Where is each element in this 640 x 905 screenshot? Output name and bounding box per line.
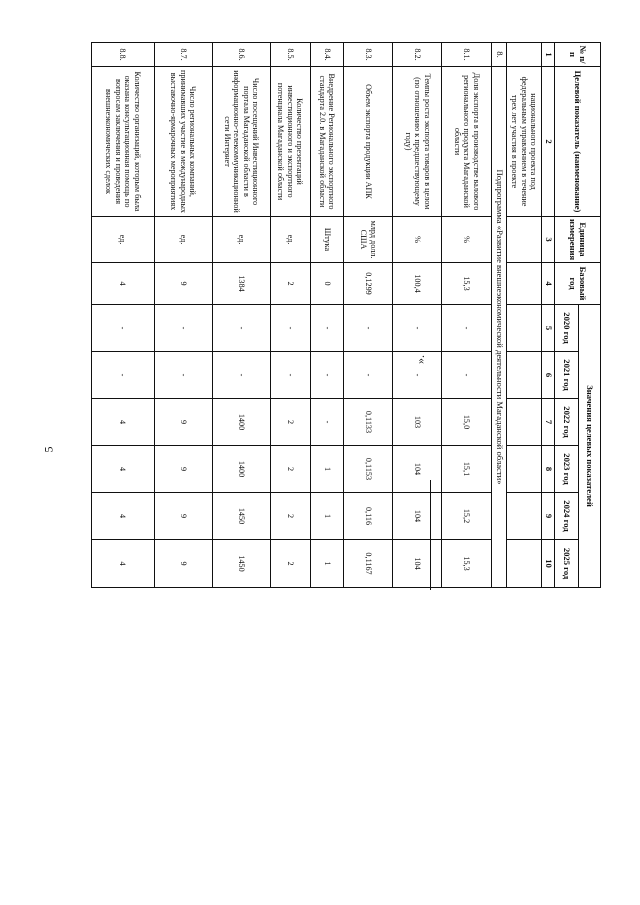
row-value: 1 bbox=[310, 493, 343, 540]
row-value: - bbox=[154, 352, 212, 399]
row-value: 15,3 bbox=[442, 540, 491, 588]
row-value: 15,1 bbox=[442, 446, 491, 493]
table-row bbox=[154, 43, 212, 588]
row-value: - bbox=[442, 305, 491, 352]
col-number: 1 bbox=[542, 43, 555, 67]
row-base: 4 bbox=[92, 263, 155, 305]
row-base: 9 bbox=[154, 263, 212, 305]
indicators-table bbox=[91, 42, 601, 588]
row-unit: ед. bbox=[154, 217, 212, 263]
row-name: Темпы роста экспорта товаров в целом (по отношению к предшествующему году) bbox=[393, 67, 442, 217]
row-base: 2 bbox=[270, 263, 310, 305]
row-no: 8.6. bbox=[212, 43, 270, 67]
row-unit: % bbox=[393, 217, 442, 263]
row-value: 1400 bbox=[212, 399, 270, 446]
row-value: 1400 bbox=[212, 446, 270, 493]
table-row bbox=[270, 43, 310, 588]
row-value: 0,1133 bbox=[344, 399, 393, 446]
row-value: 9 bbox=[154, 399, 212, 446]
col-number: 5 bbox=[542, 305, 555, 352]
row-value: 1450 bbox=[212, 540, 270, 588]
col-number: 2 bbox=[542, 67, 555, 217]
row-no: 8.4. bbox=[310, 43, 343, 67]
subprogram-title: Подпрограмма «Развитие внешнеэкономической деятельности Магаданской области» bbox=[491, 67, 507, 588]
row-value: - bbox=[92, 305, 155, 352]
row-base: 100,4 bbox=[393, 263, 442, 305]
header-base: Базовый год bbox=[555, 263, 601, 305]
col-number: 10 bbox=[542, 540, 555, 588]
col-number: 9 bbox=[542, 493, 555, 540]
page-number: 5 bbox=[41, 446, 56, 453]
row-no: 8.3. bbox=[344, 43, 393, 67]
header-year: 2024 год bbox=[555, 493, 579, 540]
row-value: - bbox=[344, 352, 393, 399]
row-value: 15,0 bbox=[442, 399, 491, 446]
row-no: 8.8. bbox=[92, 43, 155, 67]
row-no: 8.2. bbox=[393, 43, 442, 67]
row-value: - bbox=[393, 305, 442, 352]
header-indicator: Целевой показатель (наименование) bbox=[555, 67, 601, 217]
row-value: - bbox=[270, 305, 310, 352]
row-base: 15,3 bbox=[442, 263, 491, 305]
col-number: 4 bbox=[542, 263, 555, 305]
row-value: - bbox=[92, 352, 155, 399]
header-no: № п/п bbox=[555, 43, 601, 67]
row-value: - bbox=[270, 352, 310, 399]
row-value: 2 bbox=[270, 399, 310, 446]
row-unit: Штука bbox=[310, 217, 343, 263]
table-row bbox=[92, 43, 155, 588]
header-values-group: Значения целевых показателей bbox=[579, 305, 601, 588]
continuation-text: национального проекта под федеральным управлением в течение трех лет участия в проекте bbox=[507, 67, 542, 217]
row-value: - bbox=[212, 352, 270, 399]
col-number: 3 bbox=[542, 217, 555, 263]
row-value: 2 bbox=[270, 493, 310, 540]
row-value: 9 bbox=[154, 540, 212, 588]
row-value: 0,116 bbox=[344, 493, 393, 540]
row-name: Количество презентаций инвестиционного и экспортного потенциала Магаданской области bbox=[270, 67, 310, 217]
table-row bbox=[393, 43, 442, 588]
row-value: - bbox=[310, 305, 343, 352]
table-row bbox=[442, 43, 491, 588]
row-unit: % bbox=[442, 217, 491, 263]
row-base: 0 bbox=[310, 263, 343, 305]
subprogram-no: 8. bbox=[491, 43, 507, 67]
row-value: 4 bbox=[92, 399, 155, 446]
header-unit: Единица измерения bbox=[555, 217, 601, 263]
header-year: 2022 год bbox=[555, 399, 579, 446]
row-value: - bbox=[212, 305, 270, 352]
continuation-row bbox=[507, 43, 542, 588]
row-name: Доля экспорта в производстве валового регионального продукта Магаданской области bbox=[442, 67, 491, 217]
row-name: Объем экспорта продукции АПК bbox=[344, 67, 393, 217]
table-row bbox=[310, 43, 343, 588]
row-value: 1450 bbox=[212, 493, 270, 540]
row-value: 4 bbox=[92, 540, 155, 588]
row-value: 104 bbox=[393, 540, 442, 588]
header-year: 2021 год bbox=[555, 352, 579, 399]
row-value: - bbox=[310, 399, 343, 446]
row-value: 9 bbox=[154, 446, 212, 493]
row-unit: ед. bbox=[270, 217, 310, 263]
row-base: 0,1299 bbox=[344, 263, 393, 305]
row-value: 4 bbox=[92, 493, 155, 540]
row-value: 1 bbox=[310, 540, 343, 588]
row-value: 4 bbox=[92, 446, 155, 493]
row-no: 8.5. bbox=[270, 43, 310, 67]
col-number: 8 bbox=[542, 446, 555, 493]
row-name: Количество организаций, которым была оказана консультационная помощь по вопросам заключения и проведения внешнеэкономических сделок bbox=[92, 67, 155, 217]
rotated-table-wrapper bbox=[91, 42, 601, 587]
col-number: 6 bbox=[542, 352, 555, 399]
row-name: Число региональных компаний, принимавших участие в международных выставочно-ярмарочных мероприятиях bbox=[154, 67, 212, 217]
row-value: 9 bbox=[154, 493, 212, 540]
row-value: 0,1167 bbox=[344, 540, 393, 588]
table-body bbox=[92, 43, 492, 588]
col-number: 7 bbox=[542, 399, 555, 446]
table-row bbox=[212, 43, 270, 588]
subprogram-row bbox=[491, 43, 507, 588]
row-value: 15,2 bbox=[442, 493, 491, 540]
table-row bbox=[344, 43, 393, 588]
row-value: 104 bbox=[393, 446, 442, 493]
row-name: Число посещений Инвестиционного портала Магаданской области в информационно-телекоммуникационной сети Интернет bbox=[212, 67, 270, 217]
row-unit: ед. bbox=[92, 217, 155, 263]
row-no: 8.1. bbox=[442, 43, 491, 67]
row-value: - bbox=[393, 352, 442, 399]
row-name: Внедрение Регионального экспортного стандарта 2.0. в Магаданской области bbox=[310, 67, 343, 217]
row-value: 2 bbox=[270, 446, 310, 493]
row-value: 2 bbox=[270, 540, 310, 588]
row-value: 103 bbox=[393, 399, 442, 446]
row-value: - bbox=[344, 305, 393, 352]
header-year: 2025 год bbox=[555, 540, 579, 588]
row-value: - bbox=[310, 352, 343, 399]
row-base: 1384 bbox=[212, 263, 270, 305]
header-year: 2020 год bbox=[555, 305, 579, 352]
header-year: 2023 год bbox=[555, 446, 579, 493]
row-unit: ед. bbox=[212, 217, 270, 263]
row-value: 1 bbox=[310, 446, 343, 493]
row-value: 0,1153 bbox=[344, 446, 393, 493]
row-unit: млрд долл. США bbox=[344, 217, 393, 263]
row-value: - bbox=[442, 352, 491, 399]
closing-quote: ». bbox=[413, 355, 427, 364]
row-value: - bbox=[154, 305, 212, 352]
row-no: 8.7. bbox=[154, 43, 212, 67]
row-value: 104 bbox=[393, 493, 442, 540]
